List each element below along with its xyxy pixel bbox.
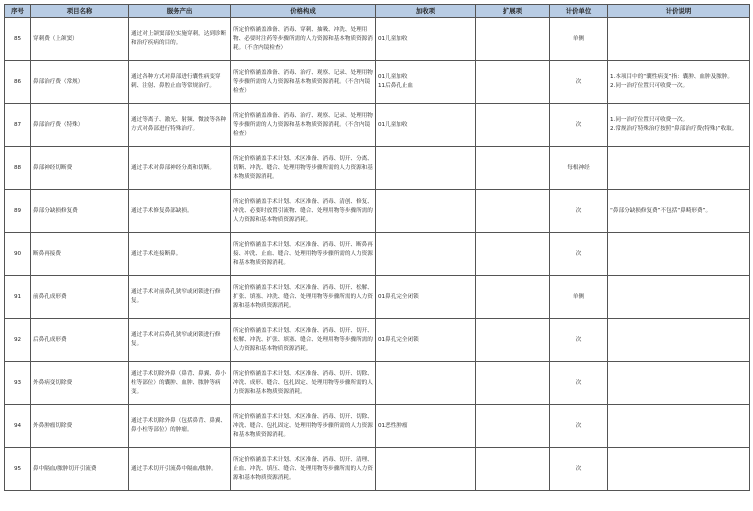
cell-note — [608, 147, 750, 190]
cell-unit: 次 — [550, 362, 608, 405]
header-output: 服务产出 — [129, 5, 231, 18]
cell-output: 通过手术对鼻部神经分离和切断。 — [129, 147, 231, 190]
cell-ext — [476, 276, 550, 319]
header-unit: 计价单位 — [550, 5, 608, 18]
cell-unit: 每根神经 — [550, 147, 608, 190]
header-note: 计价说明 — [608, 5, 750, 18]
cell-name: 外鼻肿瘤切除费 — [31, 405, 129, 448]
cell-no: 90 — [5, 233, 31, 276]
cell-ext — [476, 190, 550, 233]
cell-output: 通过手术切除外鼻（包括鼻背、鼻翼、鼻小柱等部位）的肿瘤。 — [129, 405, 231, 448]
cell-note: 1.同一治疗位置只可收费一次。 2.常规治疗特殊治疗按照“鼻部治疗费(特殊)”收取。 — [608, 104, 750, 147]
cell-output: 通过手术切开引流鼻中隔血/脓肿。 — [129, 448, 231, 491]
cell-unit: 单侧 — [550, 276, 608, 319]
cell-add: 01鼻孔完全闭锁 — [376, 319, 476, 362]
cell-price: 所定价格涵盖手术计划、术区准备、消毒、切开、断鼻再接、冲洗、止血、缝合、处理用物等步骤所需的人力资源和基本物质资源消耗。 — [231, 233, 376, 276]
cell-unit: 次 — [550, 319, 608, 362]
cell-add — [376, 448, 476, 491]
cell-ext — [476, 319, 550, 362]
cell-add — [376, 147, 476, 190]
cell-note — [608, 448, 750, 491]
cell-price: 所定价格涵盖手术计划、术区准备、消毒、清创、修复、冲洗、必要时放置引流物、缝合、处理用物等步骤所需的人力资源和基本物质资源消耗。 — [231, 190, 376, 233]
cell-no: 87 — [5, 104, 31, 147]
cell-unit: 次 — [550, 405, 608, 448]
cell-price: 所定价格涵盖手术计划、术区准备、消毒、切开、切除、冲洗、成形、缝合、包扎固定、处理用物等步骤所需的人力资源和基本物质资源消耗。 — [231, 362, 376, 405]
cell-no: 92 — [5, 319, 31, 362]
table-row — [5, 233, 750, 276]
cell-ext — [476, 405, 550, 448]
cell-note: 1.本项目中的“囊性病变”指：囊肿、血肿及脓肿。 2.同一治疗位置只可收费一次。 — [608, 61, 750, 104]
cell-price: 所定价格涵盖手术计划、术区准备、消毒、切开、松解、扩张、填塞、冲洗、缝合、处理用物等步骤所需的人力资源和基本物质资源消耗。 — [231, 276, 376, 319]
cell-output: 通过手术对后鼻孔狭窄或闭锁进行修复。 — [129, 319, 231, 362]
cell-add — [376, 362, 476, 405]
cell-price: 所定价格涵盖手术计划、术区准备、消毒、切开、切开、松解、冲洗、扩张、填塞、缝合、处理用物等步骤所需的人力资源和基本物质资源消耗。 — [231, 319, 376, 362]
header-no: 序号 — [5, 5, 31, 18]
cell-output: 通过等离子、激光、射频、微波等各种方式对鼻部进行特殊治疗。 — [129, 104, 231, 147]
cell-name: 鼻部治疗费（特殊） — [31, 104, 129, 147]
table-row — [5, 147, 750, 190]
cell-name: 断鼻再接费 — [31, 233, 129, 276]
cell-add — [376, 233, 476, 276]
cell-no: 91 — [5, 276, 31, 319]
cell-ext — [476, 233, 550, 276]
cell-note — [608, 233, 750, 276]
table-row — [5, 190, 750, 233]
cell-price: 所定价格涵盖手术计划、术区准备、消毒、切开、清理、止血、冲洗、填压、缝合、处理用物等步骤所需的人力资源和基本物质资源消耗。 — [231, 448, 376, 491]
cell-price: 所定价格涵盖手术计划、术区准备、消毒、切开、分离、切断、冲洗、缝合、处理用物等步骤所需的人力资源和基本物质资源消耗。 — [231, 147, 376, 190]
cell-note — [608, 276, 750, 319]
cell-output: 通过各种方式对鼻部进行囊性病变穿刺、注射、鼻腔止血等常规治疗。 — [129, 61, 231, 104]
cell-no: 85 — [5, 18, 31, 61]
cell-price: 所定价格涵盖准备、消毒、治疗、观察、记录、处理用物等步骤所需的人力资源和基本物质资源消耗。（不含内镜检查） — [231, 104, 376, 147]
cell-unit: 次 — [550, 61, 608, 104]
cell-note — [608, 405, 750, 448]
cell-no: 89 — [5, 190, 31, 233]
table-header-row — [5, 5, 750, 18]
table-row — [5, 61, 750, 104]
cell-add: 01儿童加收 11后鼻孔止血 — [376, 61, 476, 104]
cell-name: 穿刺费（上颌窦） — [31, 18, 129, 61]
cell-output: 通过手术连接断鼻。 — [129, 233, 231, 276]
table-row — [5, 362, 750, 405]
cell-add: 01儿童加收 — [376, 104, 476, 147]
cell-name: 外鼻病变切除费 — [31, 362, 129, 405]
table-row — [5, 405, 750, 448]
cell-no: 88 — [5, 147, 31, 190]
cell-output: 通过手术对前鼻孔狭窄或闭锁进行修复。 — [129, 276, 231, 319]
cell-name: 前鼻孔成形费 — [31, 276, 129, 319]
cell-ext — [476, 147, 550, 190]
cell-ext — [476, 61, 550, 104]
cell-unit: 次 — [550, 233, 608, 276]
cell-output: 通过手术切除外鼻（鼻背、鼻翼、鼻小柱等部位）的囊肿、血肿、脓肿等病变。 — [129, 362, 231, 405]
cell-no: 86 — [5, 61, 31, 104]
cell-note — [608, 18, 750, 61]
cell-ext — [476, 104, 550, 147]
cell-name: 鼻部治疗费（常规） — [31, 61, 129, 104]
cell-add — [376, 190, 476, 233]
cell-name: 鼻部神经切断费 — [31, 147, 129, 190]
cell-no: 94 — [5, 405, 31, 448]
table-row — [5, 104, 750, 147]
cell-name: 鼻中隔血/脓肿切开引流费 — [31, 448, 129, 491]
cell-add: 01恶性肿瘤 — [376, 405, 476, 448]
cell-no: 95 — [5, 448, 31, 491]
cell-ext — [476, 18, 550, 61]
cell-ext — [476, 448, 550, 491]
cell-output: 通过对上颌窦部位实施穿刺，达到诊断和治疗疾病的目的。 — [129, 18, 231, 61]
table-row — [5, 448, 750, 491]
cell-add: 01鼻孔完全闭锁 — [376, 276, 476, 319]
table-row — [5, 319, 750, 362]
price-table — [4, 4, 750, 491]
cell-note — [608, 362, 750, 405]
cell-note: “鼻部分缺损修复费”不包括“鼻畸形费”。 — [608, 190, 750, 233]
header-price: 价格构成 — [231, 5, 376, 18]
cell-unit: 单侧 — [550, 18, 608, 61]
header-ext: 扩展项 — [476, 5, 550, 18]
cell-unit: 次 — [550, 448, 608, 491]
cell-price: 所定价格涵盖手术计划、术区准备、消毒、切开、切除、冲洗、缝合、包扎固定、处理用物等步骤所需的人力资源和基本物质资源消耗。 — [231, 405, 376, 448]
cell-unit: 次 — [550, 104, 608, 147]
cell-output: 通过手术修复鼻部缺损。 — [129, 190, 231, 233]
cell-note — [608, 319, 750, 362]
cell-no: 93 — [5, 362, 31, 405]
header-name: 项目名称 — [31, 5, 129, 18]
table-row — [5, 18, 750, 61]
header-add: 加收项 — [376, 5, 476, 18]
cell-price: 所定价格涵盖准备、消毒、治疗、观察、记录、处理用物等步骤所需的人力资源和基本物质资源消耗。（不含内镜检查） — [231, 61, 376, 104]
cell-ext — [476, 362, 550, 405]
cell-name: 后鼻孔成形费 — [31, 319, 129, 362]
table-row — [5, 276, 750, 319]
cell-price: 所定价格涵盖准备、消毒、穿刺、抽吸、冲洗、处理用物、必要时注药等步骤所需的人力资源和基本物质资源消耗。（不含内镜检查） — [231, 18, 376, 61]
cell-name: 鼻部分缺损修复费 — [31, 190, 129, 233]
cell-unit: 次 — [550, 190, 608, 233]
cell-add: 01儿童加收 — [376, 18, 476, 61]
